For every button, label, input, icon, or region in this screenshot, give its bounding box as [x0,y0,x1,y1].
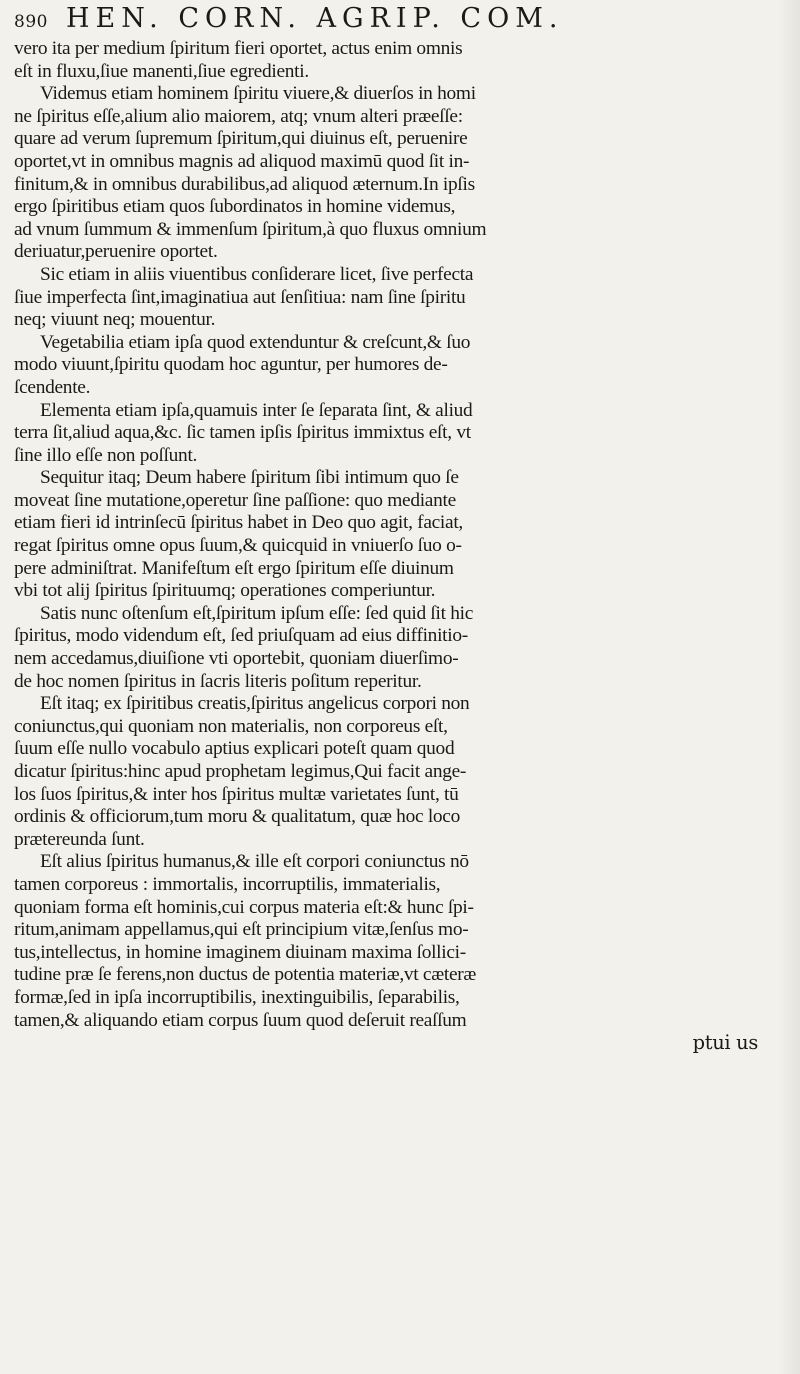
text-line: oportet,vt in omnibus magnis ad aliquod maximū quod ſit in- [14,150,470,172]
text-line: ſine illo eſſe non poſſunt. [14,444,198,466]
text-line: Eſt alius ſpiritus humanus,& ille eſt corpori coniunctus nō [40,851,469,873]
text-line: deriuatur,peruenire oportet. [14,241,218,263]
text-line: vbi tot alij ſpiritus ſpirituumq; operationes comperiuntur. [14,580,436,602]
text-line: eſt in fluxu,ſiue manenti,ſiue egredienti. [14,60,309,82]
text-line: quoniam forma eſt hominis,cui corpus materia eſt:& hunc ſpi- [14,896,474,918]
text-line: ad vnum ſummum & immenſum ſpiritum,à quo fluxus omnium [14,218,487,240]
text-line: ritum,animam appellamus,qui eſt principium vitæ,ſenſus mo- [14,919,469,941]
text-line: ſcendente. [14,376,91,398]
text-line: prætereunda ſunt. [14,828,145,850]
text-line: Vegetabilia etiam ipſa quod extenduntur & creſcunt,& ſuo [40,331,471,353]
text-line: Elementa etiam ipſa,quamuis inter ſe ſeparata ſint, & aliud [40,399,473,421]
text-line: Eſt itaq; ex ſpiritibus creatis,ſpiritus angelicus corpori non [40,693,470,715]
text-line: ſuum eſſe nullo vocabulo aptius explicari poteſt quam quod [14,738,455,760]
body-text [14,38,766,1032]
text-line: dicatur ſpiritus:hinc apud prophetam legimus,Qui facit ange- [14,761,467,782]
text-line: vero ita per medium ſpiritum fieri oportet, actus enim omnis [14,38,463,59]
text-line: moveat ſine mutatione,operetur ſine paſſione: quo mediante [14,489,456,511]
text-line: ergo ſpiritibus etiam quos ſubordinatos in homine videmus, [14,196,456,218]
text-line: tamen,& aliquando etiam corpus ſuum quod deſeruit reaſſum [14,1009,467,1031]
catchword: ptui us [692,1032,758,1055]
text-line: etiam fieri id intrinſecū ſpiritus habet in Deo quo agit, faciat, [14,512,463,534]
text-line: ſpiritus, modo videndum eſt, ſed priuſquam ad eius diffinitio- [14,625,468,647]
running-head-title: HEN. CORN. AGRIP. COM. [66,3,564,34]
text-line: ne ſpiritus eſſe,alium alio maiorem, atq; vnum alteri præeſſe: [14,105,463,127]
text-line: formæ,ſed in ipſa incorruptibilis, inextinguibilis, ſeparabilis, [14,986,460,1008]
text-line: quare ad verum ſupremum ſpiritum,qui diuinus eſt, peruenire [14,128,468,150]
text-line: los ſuos ſpiritus,& inter hos ſpiritus multæ varietates ſunt, tū [14,783,459,805]
text-line: modo viuunt,ſpiritu quodam hoc aguntur, per humores de- [14,354,448,376]
text-line: Sic etiam in aliis viuentibus conſiderare licet, ſive perfecta [40,263,474,285]
text-line: Sequitur itaq; Deum habere ſpiritum ſibi intimum quo ſe [40,467,459,489]
page-number: 890 [14,12,48,32]
text-line: Satis nunc oſtenſum eſt,ſpiritum ipſum eſſe: ſed quid ſit hic [40,602,474,624]
running-head [14,4,766,34]
text-line: de hoc nomen ſpiritus in ſacris literis poſitum reperitur. [14,670,422,692]
text-line: tamen corporeus : immortalis, incorruptilis, immaterialis, [14,873,441,895]
text-line: terra ſit,aliud aqua,&c. ſic tamen ipſis ſpiritus immixtus eſt, vt [14,422,471,444]
text-line: neq; viuunt neq; mouentur. [14,309,216,331]
text-line: coniunctus,qui quoniam non materialis, non corporeus eſt, [14,715,448,737]
text-line: tus,intellectus, in homine imaginem diuinam maxima ſollici- [14,941,466,963]
text-line: ordinis & officiorum,tum moru & qualitatum, quæ hoc loco [14,806,461,828]
text-line: pere adminiſtrat. Manifeſtum eſt ergo ſpiritum eſſe diuinum [14,557,454,579]
text-line: nem accedamus,diuiſione vti oportebit, quoniam diuerſimo- [14,648,459,670]
text-line: ſiue imperfecta ſint,imaginatiua aut ſenſitiua: nam ſine ſpiritu [14,286,466,308]
text-line: Videmus etiam hominem ſpiritu viuere,& diuerſos in homi [40,83,476,105]
text-line: tudine præ ſe ferens,non ductus de potentia materiæ,vt cæteræ [14,964,477,986]
text-line: regat ſpiritus omne opus ſuum,& quicquid in vniuerſo ſuo o- [14,535,462,557]
text-line: finitum,& in omnibus durabilibus,ad aliquod æternum.In ipſis [14,173,475,195]
